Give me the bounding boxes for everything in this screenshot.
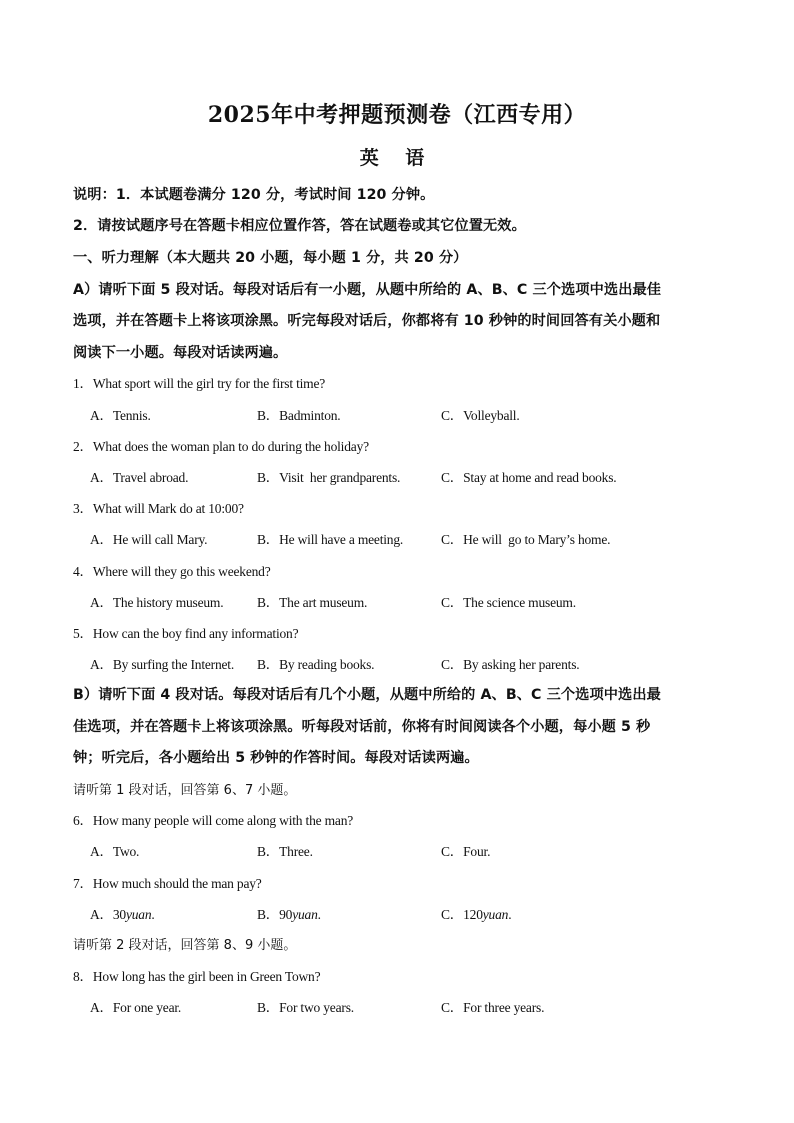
option-8a: A．For one year. xyxy=(90,1000,182,1015)
option-1b: B．Badminton. xyxy=(257,408,341,423)
instruction-line-2: 2．请按试题序号在答题卡相应位置作答，答在试题卷或其它位置无效。 xyxy=(73,218,526,234)
option-2b: B．Visit her grandparents. xyxy=(257,470,401,485)
option-3a: A．He will call Mary. xyxy=(90,532,208,547)
option-6c: C．Four. xyxy=(441,844,491,859)
section-heading-listening: 一、听力理解（本大题共 20 小题，每小题 1 分，共 20 分） xyxy=(73,250,468,266)
part-b-instruction-3: 钟；听完后，各小题给出 5 秒钟的作答时间。每段对话读两遍。 xyxy=(73,750,479,766)
dialog-1-instruction: 请听第 1 段对话，回答第 6、7 小题。 xyxy=(73,783,297,798)
question-1: 1．What sport will the girl try for the first time? xyxy=(73,376,326,391)
part-a-instruction-1: A）请听下面 5 段对话。每段对话后有一小题，从题中所给的 A、B、C 三个选项中选出最佳 xyxy=(73,282,662,298)
dialog-2-instruction: 请听第 2 段对话，回答第 8、9 小题。 xyxy=(73,938,297,953)
option-8c: C．For three years. xyxy=(441,1000,545,1015)
option-5b: B．By reading books. xyxy=(257,657,375,672)
part-a-instruction-2: 选项，并在答题卡上将该项涂黑。听完每段对话后，你都将有 10 秒钟的时间回答有关小题和 xyxy=(73,313,661,329)
option-7a: A．30yuan. xyxy=(90,907,155,922)
question-8: 8．How long has the girl been in Green Town? xyxy=(73,969,321,984)
option-4a: A．The history museum. xyxy=(90,595,224,610)
option-7b: B．90yuan. xyxy=(257,907,321,922)
option-6a: A．Two. xyxy=(90,844,140,859)
option-2a: A．Travel abroad. xyxy=(90,470,189,485)
question-5: 5．How can the boy find any information? xyxy=(73,626,299,641)
option-1a: A．Tennis. xyxy=(90,408,151,423)
option-5a: A．By surfing the Internet. xyxy=(90,657,235,672)
option-5c: C．By asking her parents. xyxy=(441,657,580,672)
instruction-line-1: 说明：1．本试题卷满分 120 分，考试时间 120 分钟。 xyxy=(73,187,435,203)
option-1c: C．Volleyball. xyxy=(441,408,520,423)
option-6b: B．Three. xyxy=(257,844,313,859)
question-6: 6．How many people will come along with the man? xyxy=(73,813,354,828)
question-3: 3．What will Mark do at 10:00? xyxy=(73,501,244,516)
exam-title: 2025年中考押题预测卷（江西专用） xyxy=(207,102,587,128)
option-8b: B．For two years. xyxy=(257,1000,354,1015)
subject-title: 英 语 xyxy=(359,147,435,169)
part-a-instruction-3: 阅读下一小题。每段对话读两遍。 xyxy=(73,345,288,361)
part-b-instruction-2: 佳选项，并在答题卡上将该项涂黑。听每段对话前，你将有时间阅读各个小题，每小题 5 秒 xyxy=(73,719,651,735)
question-4: 4．Where will they go this weekend? xyxy=(73,564,271,579)
option-4b: B．The art museum. xyxy=(257,595,368,610)
question-7: 7．How much should the man pay? xyxy=(73,876,262,891)
option-4c: C．The science museum. xyxy=(441,595,576,610)
part-b-instruction-1: B）请听下面 4 段对话。每段对话后有几个小题，从题中所给的 A、B、C 三个选项中选出最 xyxy=(73,687,661,703)
option-3b: B．He will have a meeting. xyxy=(257,532,404,547)
option-3c: C．He will go to Mary’s home. xyxy=(441,532,611,547)
option-2c: C．Stay at home and read books. xyxy=(441,470,617,485)
question-2: 2．What does the woman plan to do during the holiday? xyxy=(73,439,369,454)
option-7c: C．120yuan. xyxy=(441,907,512,922)
